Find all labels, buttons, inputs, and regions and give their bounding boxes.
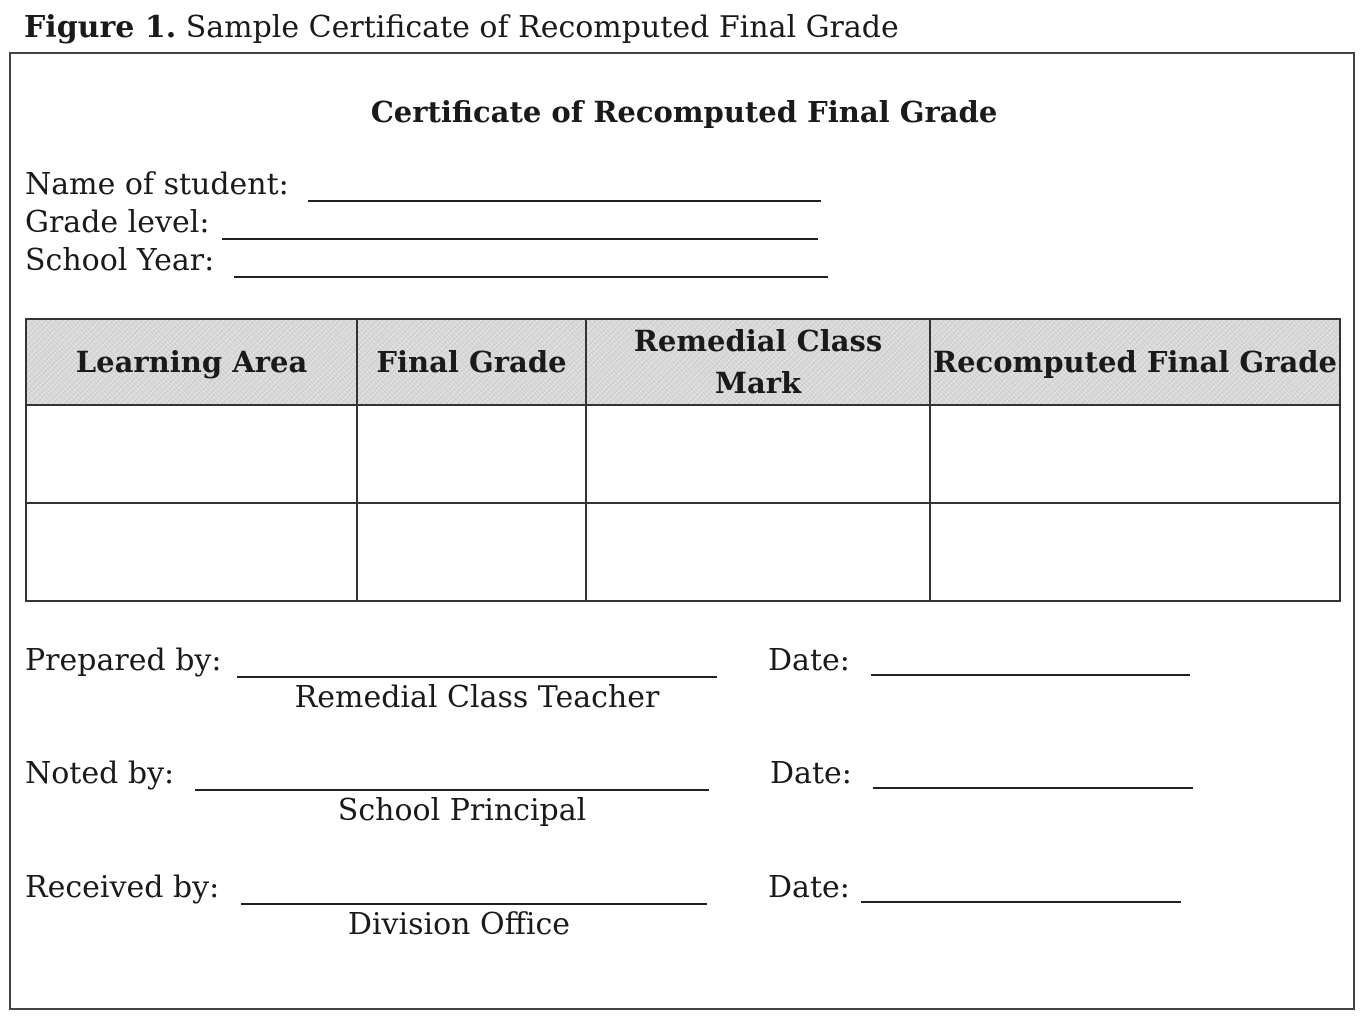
student-name-label: Name of student: bbox=[25, 167, 289, 202]
table-row bbox=[26, 503, 1340, 601]
student-name-line[interactable] bbox=[308, 200, 821, 202]
noted-by-role: School Principal bbox=[337, 793, 587, 828]
table-cell-learning-area[interactable] bbox=[26, 503, 357, 601]
figure-label: Figure 1. bbox=[24, 10, 177, 45]
received-by-signature-line[interactable] bbox=[241, 903, 707, 905]
prepared-by-label: Prepared by: bbox=[25, 643, 222, 678]
table-cell-recomputed-final-grade[interactable] bbox=[930, 503, 1340, 601]
table-cell-remedial-class-mark[interactable] bbox=[586, 405, 930, 503]
header-final-grade: Final Grade bbox=[357, 319, 586, 405]
prepared-by-signature-line[interactable] bbox=[237, 676, 717, 678]
header-remedial-class-mark: Remedial Class Mark bbox=[586, 319, 930, 405]
grade-level-line[interactable] bbox=[222, 238, 818, 240]
figure-caption-text: Sample Certificate of Recomputed Final Grade bbox=[185, 10, 899, 45]
table-cell-learning-area[interactable] bbox=[26, 405, 357, 503]
certificate-title: Certificate of Recomputed Final Grade bbox=[370, 95, 998, 129]
noted-by-signature-line[interactable] bbox=[195, 789, 709, 791]
table-cell-final-grade[interactable] bbox=[357, 405, 586, 503]
school-year-label: School Year: bbox=[25, 243, 215, 278]
header-recomputed-final-grade: Recomputed Final Grade bbox=[930, 319, 1340, 405]
figure-caption bbox=[24, 8, 899, 48]
table-cell-final-grade[interactable] bbox=[357, 503, 586, 601]
table-row bbox=[26, 405, 1340, 503]
header-learning-area: Learning Area bbox=[26, 319, 357, 405]
table-header-row bbox=[26, 319, 1340, 405]
table-cell-recomputed-final-grade[interactable] bbox=[930, 405, 1340, 503]
school-year-line[interactable] bbox=[234, 276, 828, 278]
table-cell-remedial-class-mark[interactable] bbox=[586, 503, 930, 601]
certificate-frame bbox=[9, 52, 1355, 1010]
received-date-line[interactable] bbox=[861, 901, 1181, 903]
received-by-label: Received by: bbox=[25, 870, 220, 905]
prepared-date-label: Date: bbox=[768, 643, 850, 678]
noted-by-label: Noted by: bbox=[25, 756, 175, 791]
received-date-label: Date: bbox=[768, 870, 850, 905]
noted-date-line[interactable] bbox=[873, 787, 1193, 789]
noted-date-label: Date: bbox=[770, 756, 852, 791]
prepared-by-role: Remedial Class Teacher bbox=[294, 680, 660, 715]
prepared-date-line[interactable] bbox=[871, 674, 1190, 676]
grade-level-label: Grade level: bbox=[25, 205, 210, 240]
grades-table bbox=[25, 318, 1341, 602]
received-by-role: Division Office bbox=[347, 907, 571, 942]
